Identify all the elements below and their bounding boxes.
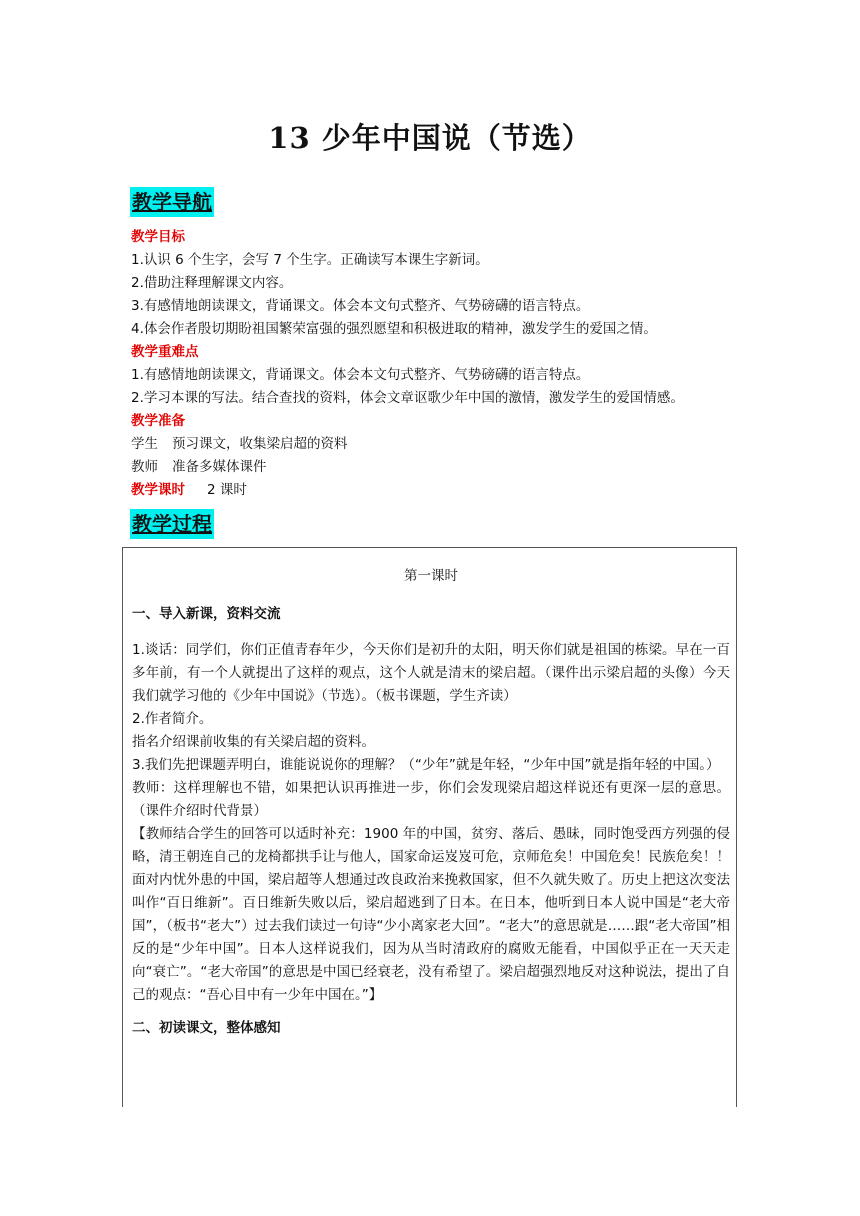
section-heading: 一、导入新课，资料交流 [132, 606, 281, 622]
prep-task: 预习课文，收集梁启超的资料 [172, 436, 348, 452]
lesson-title: 第一课时 [404, 568, 458, 584]
process-heading: 教学过程 [130, 509, 214, 539]
nav-heading: 教学导航 [130, 187, 214, 217]
key-points-heading: 教学重难点 [131, 344, 199, 360]
key-point-item: 2.学习本课的写法。结合查找的资料，体会文章讴歌少年中国的激情，激发学生的爱国情感。 [131, 390, 684, 406]
hours-heading: 教学课时 [131, 482, 185, 498]
goal-item: 4.体会作者殷切期盼祖国繁荣富强的强烈愿望和积极进取的精神，激发学生的爱国之情。 [131, 321, 657, 337]
goals-heading: 教学目标 [131, 229, 185, 245]
goal-item: 1.认识 6 个生字，会写 7 个生字。正确读写本课生字新词。 [131, 252, 489, 268]
paragraph: 3.我们先把课题弄明白，谁能说说你的理解？（“少年”就是年轻，“少年中国”就是指年轻的中国。） [132, 757, 720, 773]
goal-item: 2.借助注释理解课文内容。 [131, 275, 293, 291]
prep-role: 教师 [131, 459, 158, 475]
paragraph: 1.谈话：同学们，你们正值青春年少，今天你们是初升的太阳，明天你们就是祖国的栋梁。早在一百多年前，有一个人就提出了这样的观点，这个人就是清末的梁启超。（课件出示梁启超的头像）今天我们就学习他的《少年中国说》（节选）。（板书课题，学生齐读） [132, 642, 730, 704]
hours-value: 2 课时 [207, 482, 247, 498]
process-table [122, 547, 737, 1107]
prep-task: 准备多媒体课件 [172, 459, 267, 475]
teaching-navigation [131, 226, 741, 502]
section-heading: 二、初读课文，整体感知 [132, 1020, 281, 1036]
page-title: 13 少年中国说（节选） [268, 121, 592, 155]
prep-item [131, 456, 741, 479]
key-point-item: 1.有感情地朗读课文，背诵课文。体会本文句式整齐、气势磅礴的语言特点。 [131, 367, 590, 383]
goal-item: 3.有感情地朗读课文，背诵课文。体会本文句式整齐、气势磅礴的语言特点。 [131, 298, 590, 314]
paragraph: 【教师结合学生的回答可以适时补充：1900 年的中国，贫穷、落后、愚昧，同时饱受西方列强的侵略，清王朝连自己的龙椅都拱手让与他人，国家命运岌岌可危，京师危矣！中国危矣！民族危矣！！面对内忧外患的中国，梁启超等人想通过改良政治来挽救国家，但不久就失败了。历史上把这次变法叫作“百日维新”。百日维新失败以后，梁启超逃到了日本。在日本，他听到日本人说中国是“老大帝国”，（板书“老大”）过去我们读过一句诗“少小离家老大回”。“老大”的意思就是……跟“老大帝国”相反的是“少年中国”。日本人这样说我们，因为从当时清政府的腐败无能看，中国似乎正在一天天走向“衰亡”。“老大帝国”的意思是中国已经衰老，没有希望了。梁启超强烈地反对这种说法，提出了自己的观点：“吾心目中有一少年中国在。”】 [132, 826, 730, 1003]
prep-heading: 教学准备 [131, 413, 185, 429]
hours-line [131, 479, 741, 502]
prep-role: 学生 [131, 436, 158, 452]
paragraph: 2.作者简介。 [132, 711, 213, 727]
paragraph: 指名介绍课前收集的有关梁启超的资料。 [132, 734, 375, 750]
paragraph: 教师：这样理解也不错，如果把认识再推进一步，你们会发现梁启超这样说还有更深一层的意思。（课件介绍时代背景） [132, 780, 730, 819]
prep-item [131, 433, 741, 456]
